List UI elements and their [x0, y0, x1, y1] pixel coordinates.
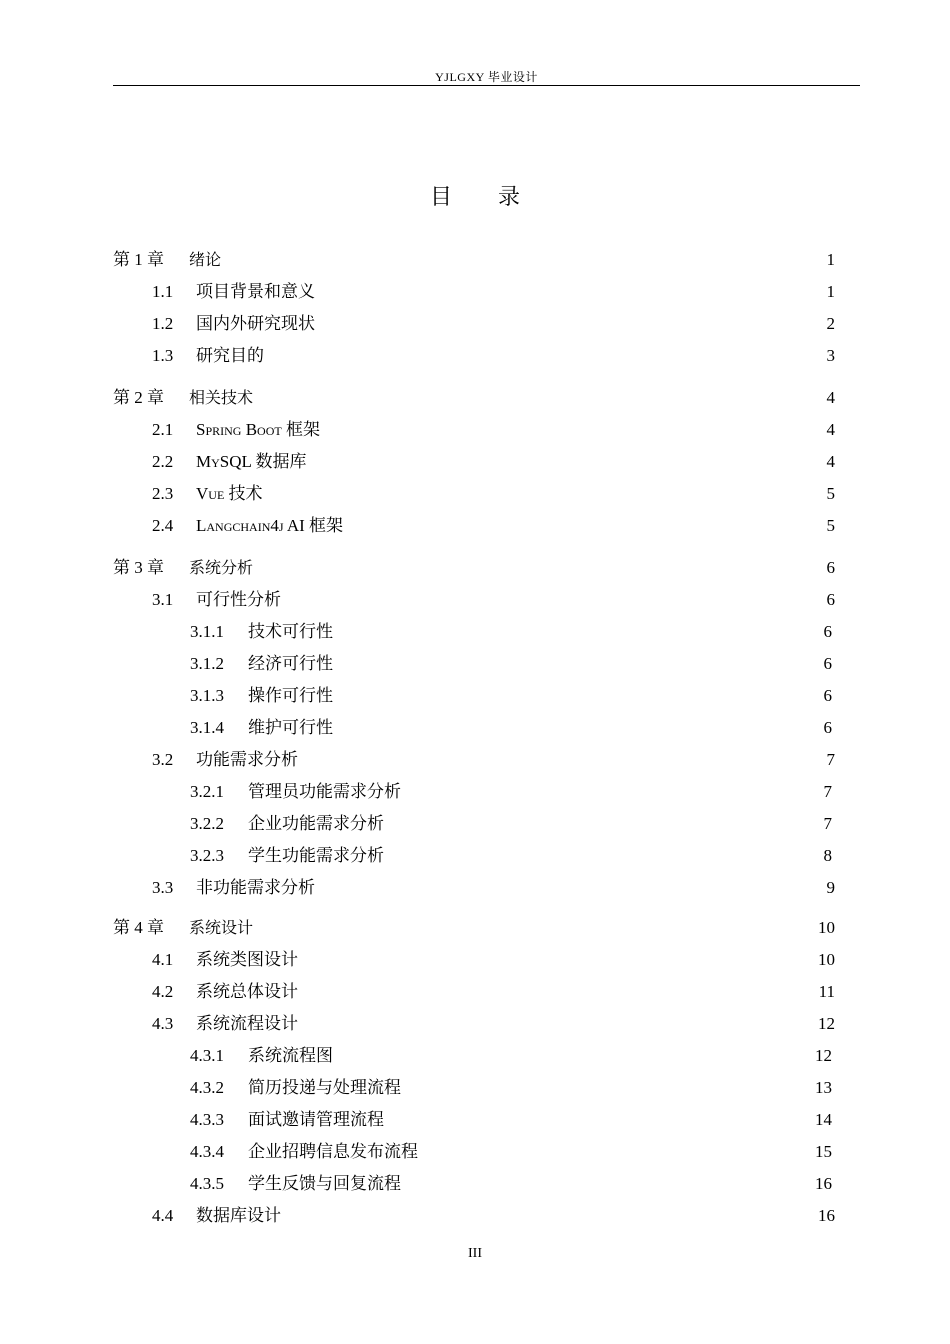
toc-dot-leader — [254, 402, 825, 403]
toc-entry-number: 2.3 — [152, 484, 174, 503]
toc-entry-page: 9 — [826, 878, 835, 897]
toc-entry-page: 15 — [815, 1142, 832, 1161]
toc-entry-title: 系统流程图 — [248, 1046, 333, 1065]
toc-dot-leader — [299, 996, 818, 997]
toc-entry-title: 国内外研究现状 — [196, 314, 315, 333]
toc-entry-title: 学生反馈与回复流程 — [248, 1174, 401, 1193]
toc-entry-page: 6 — [826, 558, 835, 577]
toc-entry-page: 4 — [826, 388, 835, 407]
toc-entry-number: 2.2 — [152, 452, 174, 471]
toc-dot-leader — [254, 572, 825, 573]
page-number: III — [468, 1246, 482, 1261]
toc-entry-number: 4.3 — [152, 1014, 174, 1033]
toc-entry-title: 系统流程设计 — [196, 1014, 298, 1033]
toc-entry-title: 绪论 — [189, 250, 222, 269]
toc-entry-title: 面试邀请管理流程 — [248, 1110, 384, 1129]
toc-entry-title: 维护可行性 — [248, 718, 333, 737]
toc-dot-leader — [299, 1028, 817, 1029]
toc-dot-leader — [334, 668, 823, 669]
toc-entry-page: 11 — [818, 982, 835, 1001]
toc-section-entry[interactable] — [190, 1140, 832, 1164]
toc-entry-number: 2.1 — [152, 420, 174, 439]
running-header: YJLGXY 毕业设计 — [435, 70, 538, 84]
toc-dot-leader — [282, 604, 826, 605]
toc-chapter-entry[interactable] — [113, 248, 835, 272]
toc-entry-number: 4.3.4 — [190, 1142, 224, 1161]
toc-dot-leader — [334, 1060, 814, 1061]
toc-entry-number: 4.2 — [152, 982, 174, 1001]
toc-entry-title: 研究目的 — [196, 346, 264, 365]
toc-entry-number: 1.3 — [152, 346, 174, 365]
toc-title-left: 目 — [429, 185, 452, 210]
toc-entry-number: 3.2.2 — [190, 814, 224, 833]
toc-entry-title: 企业功能需求分析 — [248, 814, 384, 833]
toc-section-entry[interactable] — [190, 1076, 832, 1100]
toc-entry-number: 3.3 — [152, 878, 174, 897]
toc-dot-leader — [334, 636, 823, 637]
toc-section-entry[interactable] — [152, 980, 835, 1004]
toc-entry-title: 数据库设计 — [196, 1206, 281, 1225]
toc-dot-leader — [385, 1124, 814, 1125]
toc-dot-leader — [264, 498, 826, 499]
toc-entry-number: 4.3.3 — [190, 1110, 224, 1129]
toc-entry-title: 系统类图设计 — [196, 950, 298, 969]
toc-section-entry[interactable] — [152, 514, 835, 538]
toc-section-entry[interactable] — [152, 312, 835, 336]
toc-section-entry[interactable] — [190, 1044, 832, 1068]
toc-entry-title: 操作可行性 — [248, 686, 333, 705]
toc-dot-leader — [265, 360, 826, 361]
toc-entry-number: 3.2.1 — [190, 782, 224, 801]
toc-entry-title: 项目背景和意义 — [196, 282, 315, 301]
toc-entry-title: Vue 技术 — [196, 484, 263, 503]
toc-entry-page: 10 — [818, 918, 835, 937]
toc-entry-page: 3 — [826, 346, 835, 365]
toc-entry-page: 14 — [815, 1110, 832, 1129]
toc-dot-leader — [316, 296, 826, 297]
toc-entry-number: 4.3.1 — [190, 1046, 224, 1065]
toc-entry-number: 第 2 章 — [113, 388, 164, 407]
toc-entry-number: 3.1.1 — [190, 622, 224, 641]
toc-section-entry[interactable] — [190, 1172, 832, 1196]
toc-dot-leader — [282, 1220, 817, 1221]
toc-entry-number: 4.3.5 — [190, 1174, 224, 1193]
toc-entry-page: 5 — [826, 516, 835, 535]
toc-entry-page: 4 — [826, 452, 835, 471]
toc-dot-leader — [299, 964, 817, 965]
toc-entry-page: 8 — [823, 846, 832, 865]
toc-dot-leader — [402, 1092, 814, 1093]
toc-entry-number: 第 3 章 — [113, 558, 164, 577]
toc-section-entry[interactable] — [152, 482, 835, 506]
header-rule — [113, 85, 860, 86]
toc-dot-leader — [419, 1156, 814, 1157]
toc-entry-page: 10 — [818, 950, 835, 969]
toc-chapter-entry[interactable] — [113, 386, 835, 410]
toc-entry-title: 功能需求分析 — [196, 750, 298, 769]
toc-dot-leader — [402, 796, 823, 797]
toc-dot-leader — [222, 264, 825, 265]
toc-entry-page: 7 — [826, 750, 835, 769]
toc-entry-number: 3.1.3 — [190, 686, 224, 705]
toc-section-entry[interactable] — [152, 948, 835, 972]
toc-dot-leader — [254, 932, 817, 933]
toc-entry-page: 4 — [826, 420, 835, 439]
toc-dot-leader — [299, 764, 826, 765]
toc-dot-leader — [334, 700, 823, 701]
toc-section-entry[interactable] — [152, 876, 835, 900]
toc-chapter-entry[interactable] — [113, 916, 835, 940]
toc-section-entry[interactable] — [152, 418, 835, 442]
toc-entry-number: 3.1.4 — [190, 718, 224, 737]
toc-entry-page: 13 — [815, 1078, 832, 1097]
toc-entry-number: 2.4 — [152, 516, 174, 535]
toc-entry-page: 6 — [823, 654, 832, 673]
toc-entry-number: 4.1 — [152, 950, 174, 969]
toc-entry-number: 第 1 章 — [113, 250, 164, 269]
toc-entry-page: 2 — [826, 314, 835, 333]
toc-entry-page: 12 — [815, 1046, 832, 1065]
toc-entry-title: 系统设计 — [189, 918, 254, 937]
toc-section-entry[interactable] — [152, 748, 835, 772]
toc-section-entry[interactable] — [190, 780, 832, 804]
toc-entry-title: 学生功能需求分析 — [248, 846, 384, 865]
toc-entry-page: 5 — [826, 484, 835, 503]
toc-entry-title: MySQL 数据库 — [196, 452, 307, 471]
toc-dot-leader — [321, 434, 826, 435]
toc-dot-leader — [402, 1188, 814, 1189]
toc-section-entry[interactable] — [190, 652, 832, 676]
toc-entry-page: 6 — [826, 590, 835, 609]
toc-entry-number: 3.1.2 — [190, 654, 224, 673]
toc-section-entry[interactable] — [190, 844, 832, 868]
toc-dot-leader — [334, 732, 823, 733]
toc-section-entry[interactable] — [152, 588, 835, 612]
toc-entry-page: 16 — [815, 1174, 832, 1193]
toc-entry-number: 1.1 — [152, 282, 174, 301]
toc-section-entry[interactable] — [190, 684, 832, 708]
toc-entry-page: 6 — [823, 622, 832, 641]
toc-dot-leader — [308, 466, 826, 467]
toc-entry-title: 系统分析 — [189, 558, 254, 577]
toc-entry-title: 非功能需求分析 — [196, 878, 315, 897]
toc-title — [0, 180, 950, 211]
toc-entry-number: 第 4 章 — [113, 918, 164, 937]
toc-entry-title: 系统总体设计 — [196, 982, 298, 1001]
toc-dot-leader — [385, 828, 823, 829]
toc-entry-number: 4.4 — [152, 1206, 174, 1225]
toc-entry-number: 3.1 — [152, 590, 174, 609]
toc-dot-leader — [344, 530, 825, 531]
toc-dot-leader — [316, 892, 826, 893]
toc-entry-page: 1 — [826, 250, 835, 269]
toc-dot-leader — [316, 328, 826, 329]
toc-entry-page: 16 — [818, 1206, 835, 1225]
toc-entry-title: Langchain4j AI 框架 — [196, 516, 344, 535]
toc-section-entry[interactable] — [152, 1204, 835, 1228]
toc-entry-page: 7 — [823, 814, 832, 833]
toc-section-entry[interactable] — [190, 1108, 832, 1132]
toc-entry-page: 12 — [818, 1014, 835, 1033]
toc-chapter-entry[interactable] — [113, 556, 835, 580]
toc-entry-title: 可行性分析 — [196, 590, 281, 609]
toc-entry-title: 企业招聘信息发布流程 — [248, 1142, 418, 1161]
toc-entry-title: 管理员功能需求分析 — [248, 782, 401, 801]
toc-section-entry[interactable] — [152, 344, 835, 368]
toc-title-right: 录 — [498, 185, 521, 210]
toc-section-entry[interactable] — [190, 620, 832, 644]
toc-section-entry[interactable] — [190, 716, 832, 740]
toc-entry-title: Spring Boot 框架 — [196, 420, 320, 439]
toc-entry-title: 技术可行性 — [248, 622, 333, 641]
toc-section-entry[interactable] — [152, 450, 835, 474]
toc-entry-title: 简历投递与处理流程 — [248, 1078, 401, 1097]
toc-entry-number: 3.2 — [152, 750, 174, 769]
toc-dot-leader — [385, 860, 823, 861]
toc-entry-number: 1.2 — [152, 314, 174, 333]
toc-entry-page: 6 — [823, 686, 832, 705]
toc-entry-page: 1 — [826, 282, 835, 301]
toc-entry-page: 6 — [823, 718, 832, 737]
toc-entry-title: 相关技术 — [189, 388, 254, 407]
toc-entry-number: 3.2.3 — [190, 846, 224, 865]
toc-section-entry[interactable] — [152, 1012, 835, 1036]
toc-entry-page: 7 — [823, 782, 832, 801]
toc-entry-number: 4.3.2 — [190, 1078, 224, 1097]
toc-section-entry[interactable] — [152, 280, 835, 304]
toc-section-entry[interactable] — [190, 812, 832, 836]
toc-entry-title: 经济可行性 — [248, 654, 333, 673]
